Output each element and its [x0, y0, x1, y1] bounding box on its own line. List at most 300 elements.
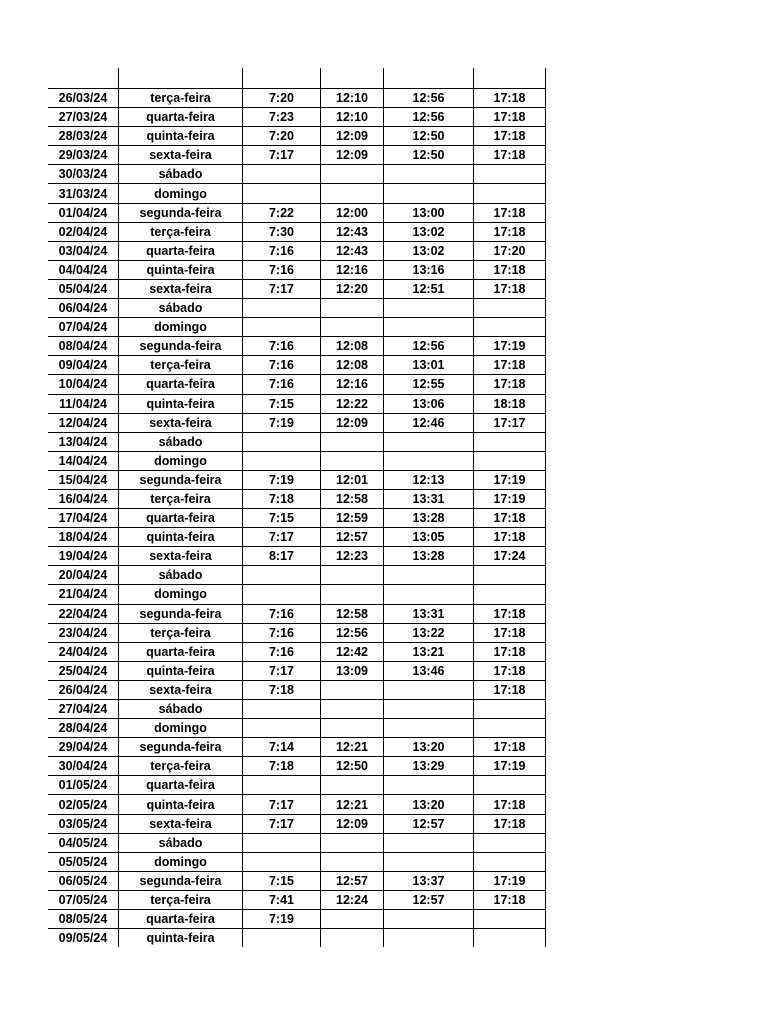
weekday-cell: terça-feira	[119, 222, 243, 241]
weekday-cell: segunda-feira	[119, 337, 243, 356]
lunch-in-cell	[384, 910, 474, 929]
entry-time-cell	[243, 585, 321, 604]
lunch-out-cell: 12:09	[321, 127, 384, 146]
timesheet-table	[48, 68, 546, 947]
exit-time-cell: 17:18	[474, 260, 546, 279]
lunch-in-cell: 13:37	[384, 871, 474, 890]
lunch-out-cell: 12:00	[321, 203, 384, 222]
entry-time-cell: 7:15	[243, 871, 321, 890]
entry-time-cell: 7:15	[243, 394, 321, 413]
header-cell-date	[48, 68, 119, 89]
weekday-cell: segunda-feira	[119, 203, 243, 222]
date-cell: 30/03/24	[48, 165, 119, 184]
table-row	[48, 585, 546, 604]
exit-time-cell: 17:18	[474, 375, 546, 394]
exit-time-cell: 17:18	[474, 528, 546, 547]
exit-time-cell: 17:18	[474, 108, 546, 127]
exit-time-cell: 17:18	[474, 738, 546, 757]
table-row	[48, 623, 546, 642]
lunch-out-cell	[321, 585, 384, 604]
weekday-cell: segunda-feira	[119, 738, 243, 757]
lunch-out-cell: 12:42	[321, 642, 384, 661]
weekday-cell: quarta-feira	[119, 910, 243, 929]
date-cell: 12/04/24	[48, 413, 119, 432]
exit-time-cell: 17:19	[474, 871, 546, 890]
exit-time-cell: 17:19	[474, 489, 546, 508]
lunch-out-cell	[321, 299, 384, 318]
exit-time-cell: 17:18	[474, 795, 546, 814]
date-cell: 14/04/24	[48, 451, 119, 470]
weekday-cell: sexta-feira	[119, 814, 243, 833]
entry-time-cell	[243, 776, 321, 795]
header-cell-exit	[474, 68, 546, 89]
entry-time-cell: 7:16	[243, 260, 321, 279]
entry-time-cell	[243, 318, 321, 337]
weekday-cell: sábado	[119, 833, 243, 852]
weekday-cell: quarta-feira	[119, 776, 243, 795]
table-row	[48, 146, 546, 165]
entry-time-cell: 7:17	[243, 528, 321, 547]
entry-time-cell: 7:16	[243, 356, 321, 375]
exit-time-cell	[474, 852, 546, 871]
table-row	[48, 184, 546, 203]
exit-time-cell	[474, 318, 546, 337]
lunch-out-cell	[321, 719, 384, 738]
lunch-out-cell: 12:22	[321, 394, 384, 413]
table-row	[48, 719, 546, 738]
date-cell: 06/04/24	[48, 299, 119, 318]
header-cell-entry	[243, 68, 321, 89]
lunch-in-cell: 12:51	[384, 279, 474, 298]
date-cell: 02/05/24	[48, 795, 119, 814]
date-cell: 26/03/24	[48, 89, 119, 108]
weekday-cell: quinta-feira	[119, 795, 243, 814]
exit-time-cell: 17:18	[474, 356, 546, 375]
lunch-in-cell	[384, 700, 474, 719]
entry-time-cell: 8:17	[243, 547, 321, 566]
lunch-out-cell	[321, 184, 384, 203]
exit-time-cell	[474, 451, 546, 470]
timesheet-body	[48, 68, 546, 947]
lunch-out-cell: 12:08	[321, 356, 384, 375]
lunch-out-cell: 12:10	[321, 89, 384, 108]
header-cell-weekday	[119, 68, 243, 89]
exit-time-cell	[474, 165, 546, 184]
exit-time-cell: 17:20	[474, 241, 546, 260]
lunch-out-cell: 12:43	[321, 241, 384, 260]
lunch-in-cell: 13:06	[384, 394, 474, 413]
table-row	[48, 852, 546, 871]
entry-time-cell: 7:19	[243, 413, 321, 432]
table-row	[48, 566, 546, 585]
table-row	[48, 279, 546, 298]
exit-time-cell: 17:19	[474, 470, 546, 489]
weekday-cell: quinta-feira	[119, 394, 243, 413]
lunch-out-cell	[321, 318, 384, 337]
table-row	[48, 776, 546, 795]
lunch-out-cell: 12:58	[321, 604, 384, 623]
weekday-cell: quinta-feira	[119, 260, 243, 279]
entry-time-cell	[243, 833, 321, 852]
date-cell: 24/04/24	[48, 642, 119, 661]
weekday-cell: sexta-feira	[119, 279, 243, 298]
lunch-out-cell: 12:20	[321, 279, 384, 298]
lunch-out-cell: 13:09	[321, 661, 384, 680]
date-cell: 15/04/24	[48, 470, 119, 489]
lunch-out-cell	[321, 776, 384, 795]
table-row	[48, 127, 546, 146]
weekday-cell: quarta-feira	[119, 241, 243, 260]
weekday-cell: segunda-feira	[119, 470, 243, 489]
table-row	[48, 222, 546, 241]
lunch-out-cell	[321, 566, 384, 585]
table-row	[48, 108, 546, 127]
table-row	[48, 432, 546, 451]
lunch-out-cell	[321, 833, 384, 852]
exit-time-cell: 17:18	[474, 222, 546, 241]
lunch-in-cell	[384, 299, 474, 318]
lunch-in-cell	[384, 432, 474, 451]
entry-time-cell	[243, 929, 321, 948]
lunch-in-cell: 12:56	[384, 89, 474, 108]
table-row	[48, 642, 546, 661]
lunch-out-cell: 12:58	[321, 489, 384, 508]
lunch-in-cell	[384, 719, 474, 738]
lunch-out-cell: 12:56	[321, 623, 384, 642]
weekday-cell: quinta-feira	[119, 929, 243, 948]
date-cell: 08/04/24	[48, 337, 119, 356]
lunch-in-cell	[384, 833, 474, 852]
table-row	[48, 700, 546, 719]
header-cell-lunch-in	[384, 68, 474, 89]
lunch-in-cell	[384, 451, 474, 470]
exit-time-cell: 17:24	[474, 547, 546, 566]
date-cell: 07/04/24	[48, 318, 119, 337]
date-cell: 25/04/24	[48, 661, 119, 680]
table-row	[48, 470, 546, 489]
lunch-in-cell: 13:20	[384, 738, 474, 757]
lunch-in-cell: 13:31	[384, 489, 474, 508]
lunch-in-cell: 13:31	[384, 604, 474, 623]
weekday-cell: domingo	[119, 184, 243, 203]
weekday-cell: domingo	[119, 585, 243, 604]
entry-time-cell: 7:22	[243, 203, 321, 222]
header-row	[48, 68, 546, 89]
lunch-out-cell: 12:09	[321, 146, 384, 165]
date-cell: 09/05/24	[58, 931, 108, 946]
entry-time-cell: 7:19	[243, 910, 321, 929]
lunch-in-cell: 12:13	[384, 470, 474, 489]
date-cell: 20/04/24	[48, 566, 119, 585]
exit-time-cell: 17:18	[474, 604, 546, 623]
lunch-out-cell: 12:57	[321, 871, 384, 890]
entry-time-cell: 7:16	[243, 375, 321, 394]
lunch-in-cell	[384, 566, 474, 585]
date-cell: 23/04/24	[48, 623, 119, 642]
exit-time-cell: 17:18	[474, 203, 546, 222]
exit-time-cell	[474, 910, 546, 929]
weekday-cell: quarta-feira	[119, 108, 243, 127]
date-cell: 04/05/24	[48, 833, 119, 852]
weekday-cell: terça-feira	[119, 623, 243, 642]
lunch-in-cell: 13:20	[384, 795, 474, 814]
weekday-cell: quarta-feira	[119, 642, 243, 661]
date-cell: 08/05/24	[48, 910, 119, 929]
table-row	[48, 757, 546, 776]
lunch-in-cell: 12:50	[384, 146, 474, 165]
lunch-out-cell: 12:21	[321, 738, 384, 757]
table-row	[48, 394, 546, 413]
date-cell: 13/04/24	[48, 432, 119, 451]
exit-time-cell: 17:18	[474, 89, 546, 108]
entry-time-cell: 7:30	[243, 222, 321, 241]
weekday-cell: terça-feira	[119, 757, 243, 776]
weekday-cell: sábado	[119, 299, 243, 318]
date-cell: 30/04/24	[48, 757, 119, 776]
weekday-cell: terça-feira	[119, 890, 243, 909]
lunch-in-cell	[384, 680, 474, 699]
entry-time-cell	[243, 165, 321, 184]
entry-time-cell	[243, 299, 321, 318]
lunch-in-cell: 13:46	[384, 661, 474, 680]
lunch-in-cell: 13:02	[384, 241, 474, 260]
date-cell: 11/04/24	[48, 394, 119, 413]
table-row	[48, 413, 546, 432]
weekday-cell: terça-feira	[119, 489, 243, 508]
date-cell: 17/04/24	[48, 509, 119, 528]
date-cell: 19/04/24	[48, 547, 119, 566]
weekday-cell: terça-feira	[119, 89, 243, 108]
table-row	[48, 260, 546, 279]
table-row	[48, 795, 546, 814]
weekday-cell: sábado	[119, 700, 243, 719]
lunch-out-cell: 12:57	[321, 528, 384, 547]
entry-time-cell: 7:16	[243, 337, 321, 356]
table-row	[48, 910, 546, 929]
exit-time-cell: 17:19	[474, 757, 546, 776]
lunch-out-cell	[321, 929, 384, 948]
table-row	[48, 489, 546, 508]
table-row	[48, 509, 546, 528]
lunch-out-cell: 12:24	[321, 890, 384, 909]
table-row	[48, 299, 546, 318]
exit-time-cell: 17:19	[474, 337, 546, 356]
table-row	[48, 738, 546, 757]
lunch-in-cell: 12:57	[384, 814, 474, 833]
exit-time-cell	[474, 929, 546, 948]
weekday-cell: quinta-feira	[119, 127, 243, 146]
date-cell: 05/04/24	[48, 279, 119, 298]
weekday-cell: sexta-feira	[119, 547, 243, 566]
exit-time-cell: 17:18	[474, 890, 546, 909]
entry-time-cell: 7:18	[243, 757, 321, 776]
entry-time-cell: 7:17	[243, 814, 321, 833]
lunch-out-cell: 12:23	[321, 547, 384, 566]
table-row	[48, 89, 546, 108]
entry-time-cell: 7:19	[243, 470, 321, 489]
exit-time-cell: 17:18	[474, 127, 546, 146]
exit-time-cell: 18:18	[474, 394, 546, 413]
entry-time-cell	[243, 451, 321, 470]
lunch-out-cell	[321, 910, 384, 929]
table-row	[48, 451, 546, 470]
exit-time-cell: 17:18	[474, 623, 546, 642]
weekday-cell: domingo	[119, 451, 243, 470]
weekday-cell: terça-feira	[119, 356, 243, 375]
entry-time-cell: 7:18	[243, 489, 321, 508]
lunch-in-cell: 12:50	[384, 127, 474, 146]
lunch-in-cell: 12:57	[384, 890, 474, 909]
entry-time-cell	[243, 432, 321, 451]
date-cell: 03/05/24	[48, 814, 119, 833]
table-row	[48, 929, 546, 948]
exit-time-cell	[474, 719, 546, 738]
date-cell: 29/03/24	[48, 146, 119, 165]
weekday-cell: quinta-feira	[119, 528, 243, 547]
entry-time-cell: 7:20	[243, 127, 321, 146]
table-row	[48, 833, 546, 852]
date-cell: 18/04/24	[48, 528, 119, 547]
exit-time-cell: 17:18	[474, 509, 546, 528]
entry-time-cell	[243, 700, 321, 719]
entry-time-cell	[243, 852, 321, 871]
date-cell: 28/03/24	[48, 127, 119, 146]
table-row	[48, 680, 546, 699]
weekday-cell: sexta-feira	[119, 413, 243, 432]
date-cell: 10/04/24	[48, 375, 119, 394]
lunch-in-cell: 13:00	[384, 203, 474, 222]
entry-time-cell	[243, 719, 321, 738]
table-row	[48, 604, 546, 623]
table-row	[48, 661, 546, 680]
date-cell: 22/04/24	[48, 604, 119, 623]
table-row	[48, 318, 546, 337]
exit-time-cell	[474, 432, 546, 451]
lunch-in-cell: 12:46	[384, 413, 474, 432]
date-cell: 01/05/24	[48, 776, 119, 795]
weekday-cell: domingo	[119, 719, 243, 738]
lunch-out-cell	[321, 432, 384, 451]
exit-time-cell	[474, 833, 546, 852]
table-row	[48, 547, 546, 566]
lunch-out-cell: 12:16	[321, 375, 384, 394]
lunch-in-cell: 13:22	[384, 623, 474, 642]
date-cell: 29/04/24	[48, 738, 119, 757]
exit-time-cell: 17:18	[474, 642, 546, 661]
entry-time-cell	[243, 184, 321, 203]
weekday-cell: segunda-feira	[119, 871, 243, 890]
lunch-out-cell: 12:21	[321, 795, 384, 814]
lunch-out-cell: 12:16	[321, 260, 384, 279]
exit-time-cell: 17:17	[474, 413, 546, 432]
lunch-out-cell	[321, 451, 384, 470]
date-cell: 05/05/24	[48, 852, 119, 871]
date-cell: 28/04/24	[48, 719, 119, 738]
exit-time-cell: 17:18	[474, 661, 546, 680]
weekday-cell: domingo	[119, 318, 243, 337]
weekday-cell: quarta-feira	[119, 375, 243, 394]
lunch-in-cell: 12:55	[384, 375, 474, 394]
lunch-in-cell: 13:05	[384, 528, 474, 547]
entry-time-cell: 7:41	[243, 890, 321, 909]
weekday-cell: sexta-feira	[119, 146, 243, 165]
date-cell: 21/04/24	[48, 585, 119, 604]
table-row	[48, 814, 546, 833]
entry-time-cell: 7:17	[243, 279, 321, 298]
entry-time-cell	[243, 566, 321, 585]
lunch-in-cell: 13:28	[384, 547, 474, 566]
exit-time-cell: 17:18	[474, 814, 546, 833]
lunch-in-cell	[384, 929, 474, 948]
entry-time-cell: 7:18	[243, 680, 321, 699]
date-cell: 31/03/24	[48, 184, 119, 203]
lunch-in-cell	[384, 585, 474, 604]
lunch-out-cell	[321, 700, 384, 719]
weekday-cell: quarta-feira	[119, 509, 243, 528]
entry-time-cell: 7:16	[243, 623, 321, 642]
date-cell: 09/04/24	[48, 356, 119, 375]
lunch-out-cell	[321, 852, 384, 871]
date-cell: 27/04/24	[48, 700, 119, 719]
entry-time-cell: 7:17	[243, 795, 321, 814]
entry-time-cell: 7:15	[243, 509, 321, 528]
lunch-in-cell: 13:29	[384, 757, 474, 776]
entry-time-cell: 7:16	[243, 241, 321, 260]
weekday-cell: sábado	[119, 566, 243, 585]
table-row	[48, 165, 546, 184]
table-row	[48, 203, 546, 222]
lunch-in-cell: 12:56	[384, 337, 474, 356]
lunch-out-cell	[321, 165, 384, 184]
weekday-cell: sexta-feira	[119, 680, 243, 699]
entry-time-cell: 7:23	[243, 108, 321, 127]
lunch-out-cell: 12:10	[321, 108, 384, 127]
exit-time-cell	[474, 299, 546, 318]
lunch-in-cell: 13:01	[384, 356, 474, 375]
lunch-out-cell: 12:08	[321, 337, 384, 356]
exit-time-cell	[474, 585, 546, 604]
lunch-in-cell	[384, 776, 474, 795]
lunch-in-cell: 13:21	[384, 642, 474, 661]
date-cell: 01/04/24	[48, 203, 119, 222]
date-cell: 04/04/24	[48, 260, 119, 279]
weekday-cell: sábado	[119, 165, 243, 184]
table-row	[48, 337, 546, 356]
lunch-in-cell: 13:28	[384, 509, 474, 528]
lunch-out-cell: 12:09	[321, 814, 384, 833]
table-row	[48, 890, 546, 909]
table-row	[48, 375, 546, 394]
lunch-in-cell	[384, 852, 474, 871]
lunch-out-cell: 12:43	[321, 222, 384, 241]
lunch-in-cell	[384, 318, 474, 337]
weekday-cell: quinta-feira	[119, 661, 243, 680]
header-cell-lunch-out	[321, 68, 384, 89]
exit-time-cell	[474, 566, 546, 585]
lunch-out-cell: 12:09	[321, 413, 384, 432]
date-cell: 07/05/24	[48, 890, 119, 909]
exit-time-cell	[474, 700, 546, 719]
weekday-cell: domingo	[119, 852, 243, 871]
exit-time-cell: 17:18	[474, 146, 546, 165]
exit-time-cell: 17:18	[474, 680, 546, 699]
entry-time-cell: 7:16	[243, 642, 321, 661]
date-cell: 27/03/24	[48, 108, 119, 127]
lunch-out-cell: 12:50	[321, 757, 384, 776]
date-cell: 02/04/24	[48, 222, 119, 241]
weekday-cell: segunda-feira	[119, 604, 243, 623]
date-cell: 03/04/24	[48, 241, 119, 260]
